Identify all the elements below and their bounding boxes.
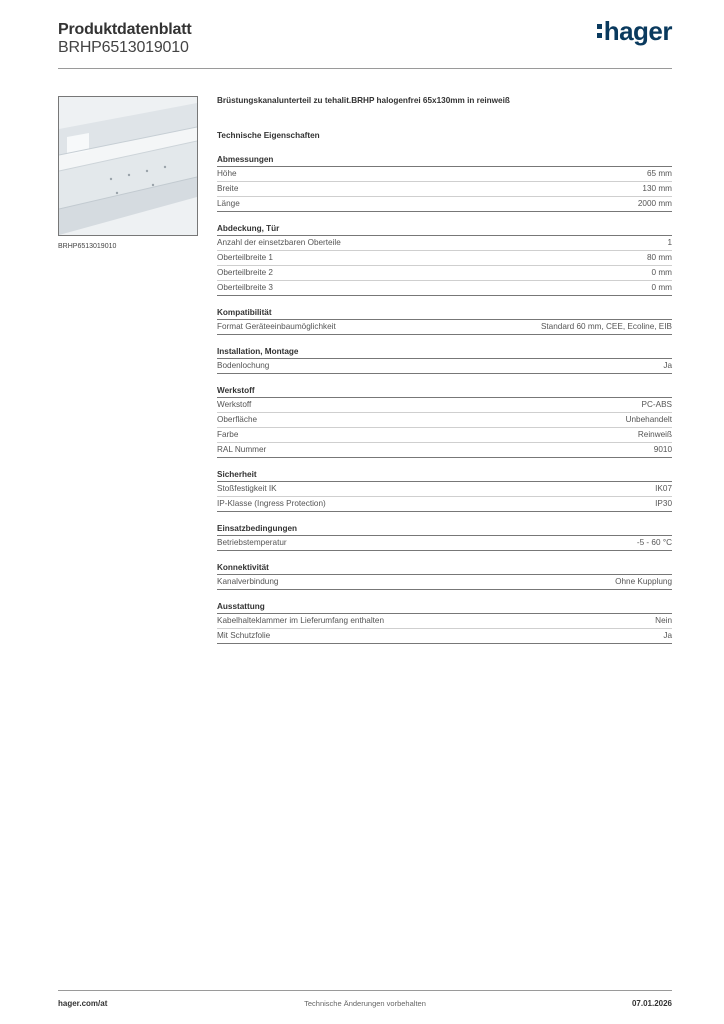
spec-value: -5 - 60 °C: [636, 538, 672, 547]
section-equipment: [217, 602, 672, 644]
article-number: BRHP6513019010: [58, 39, 189, 56]
page-footer: [58, 990, 672, 1021]
spec-label: RAL Nummer: [217, 445, 267, 454]
spec-value: IP30: [655, 499, 672, 508]
spec-label: Oberteilbreite 2: [217, 268, 273, 277]
spec-value: Unbehandelt: [625, 415, 672, 424]
spec-label: Oberteilbreite 3: [217, 283, 273, 292]
spec-value: 65 mm: [646, 169, 672, 178]
spec-row: [217, 398, 672, 413]
spec-label: Farbe: [217, 430, 239, 439]
spec-label: IP-Klasse (Ingress Protection): [217, 499, 326, 508]
product-image: [58, 96, 198, 236]
spec-row: [217, 320, 672, 335]
section-installation: [217, 347, 672, 374]
spec-value: 80 mm: [646, 253, 672, 262]
spec-label: Werkstoff: [217, 400, 252, 409]
spec-value: Ja: [663, 361, 672, 370]
spec-value: 130 mm: [642, 184, 672, 193]
spec-row: [217, 614, 672, 629]
spec-label: Bodenlochung: [217, 361, 270, 370]
page-header: [58, 16, 672, 69]
spec-value: 1: [667, 238, 672, 247]
spec-label: Betriebstemperatur: [217, 538, 287, 547]
section-title: Ausstattung: [217, 602, 672, 614]
section-title: Kompatibilität: [217, 308, 672, 320]
spec-label: Anzahl der einsetzbaren Oberteile: [217, 238, 341, 247]
spec-value: 0 mm: [651, 283, 672, 292]
spec-label: Kabelhalteklammer im Lieferumfang enthalten: [217, 616, 385, 625]
section-operating-conditions: [217, 524, 672, 551]
spec-value: 0 mm: [651, 268, 672, 277]
section-safety: [217, 470, 672, 512]
section-cover-door: [217, 224, 672, 296]
section-dimensions: [217, 155, 672, 212]
spec-row: [217, 497, 672, 512]
datasheet-content: [217, 96, 672, 644]
section-material: [217, 386, 672, 458]
footer-date: 07.01.2026: [631, 999, 672, 1008]
footer-website-link[interactable]: hager.com/at: [58, 999, 108, 1008]
section-title: Sicherheit: [217, 470, 672, 482]
section-title: Installation, Montage: [217, 347, 672, 359]
spec-row: [217, 428, 672, 443]
spec-row: [217, 281, 672, 296]
spec-value: 2000 mm: [637, 199, 672, 208]
spec-label: Kanalverbindung: [217, 577, 279, 586]
spec-value: Standard 60 mm, CEE, Ecoline, EIB: [540, 322, 672, 331]
spec-label: Oberteilbreite 1: [217, 253, 273, 262]
spec-value: 9010: [653, 445, 672, 454]
section-title: Einsatzbedingungen: [217, 524, 672, 536]
spec-label: Länge: [217, 199, 240, 208]
spec-row: [217, 443, 672, 458]
spec-row: [217, 251, 672, 266]
section-connectivity: [217, 563, 672, 590]
spec-row: [217, 359, 672, 374]
spec-label: Oberfläche: [217, 415, 258, 424]
spec-row: [217, 575, 672, 590]
spec-row: [217, 629, 672, 644]
spec-value: Ja: [663, 631, 672, 640]
footer-notice: Technische Änderungen vorbehalten: [304, 999, 426, 1008]
spec-row: [217, 197, 672, 212]
spec-row: [217, 167, 672, 182]
section-title: Konnektivität: [217, 563, 672, 575]
spec-row: [217, 182, 672, 197]
spec-label: Mit Schutzfolie: [217, 631, 271, 640]
spec-label: Höhe: [217, 169, 237, 178]
logo-text: hager: [603, 16, 672, 46]
spec-value: Reinweiß: [637, 430, 672, 439]
product-description: Brüstungskanalunterteil zu tehalit.BRHP halogenfrei 65x130mm in reinweiß: [217, 96, 510, 105]
spec-value: PC-ABS: [641, 400, 672, 409]
logo-dots-icon: [597, 22, 602, 40]
section-title: Werkstoff: [217, 386, 672, 398]
spec-label: Format Geräteeinbaumöglichkeit: [217, 322, 336, 331]
spec-row: [217, 266, 672, 281]
image-caption: BRHP6513019010: [58, 243, 117, 250]
page-title: Produktdatenblatt: [58, 21, 192, 38]
section-compatibility: [217, 308, 672, 335]
section-title: Abdeckung, Tür: [217, 224, 672, 236]
technical-properties-heading: Technische Eigenschaften: [217, 131, 320, 140]
section-title: Abmessungen: [217, 155, 672, 167]
spec-label: Breite: [217, 184, 239, 193]
spec-value: IK07: [655, 484, 672, 493]
cable-duct-illustration: [59, 97, 197, 235]
hager-logo: [597, 17, 672, 45]
spec-label: Stoßfestigkeit IK: [217, 484, 277, 493]
spec-row: [217, 413, 672, 428]
spec-row: [217, 536, 672, 551]
spec-row: [217, 482, 672, 497]
spec-value: Ohne Kupplung: [615, 577, 672, 586]
spec-row: [217, 236, 672, 251]
spec-value: Nein: [655, 616, 672, 625]
